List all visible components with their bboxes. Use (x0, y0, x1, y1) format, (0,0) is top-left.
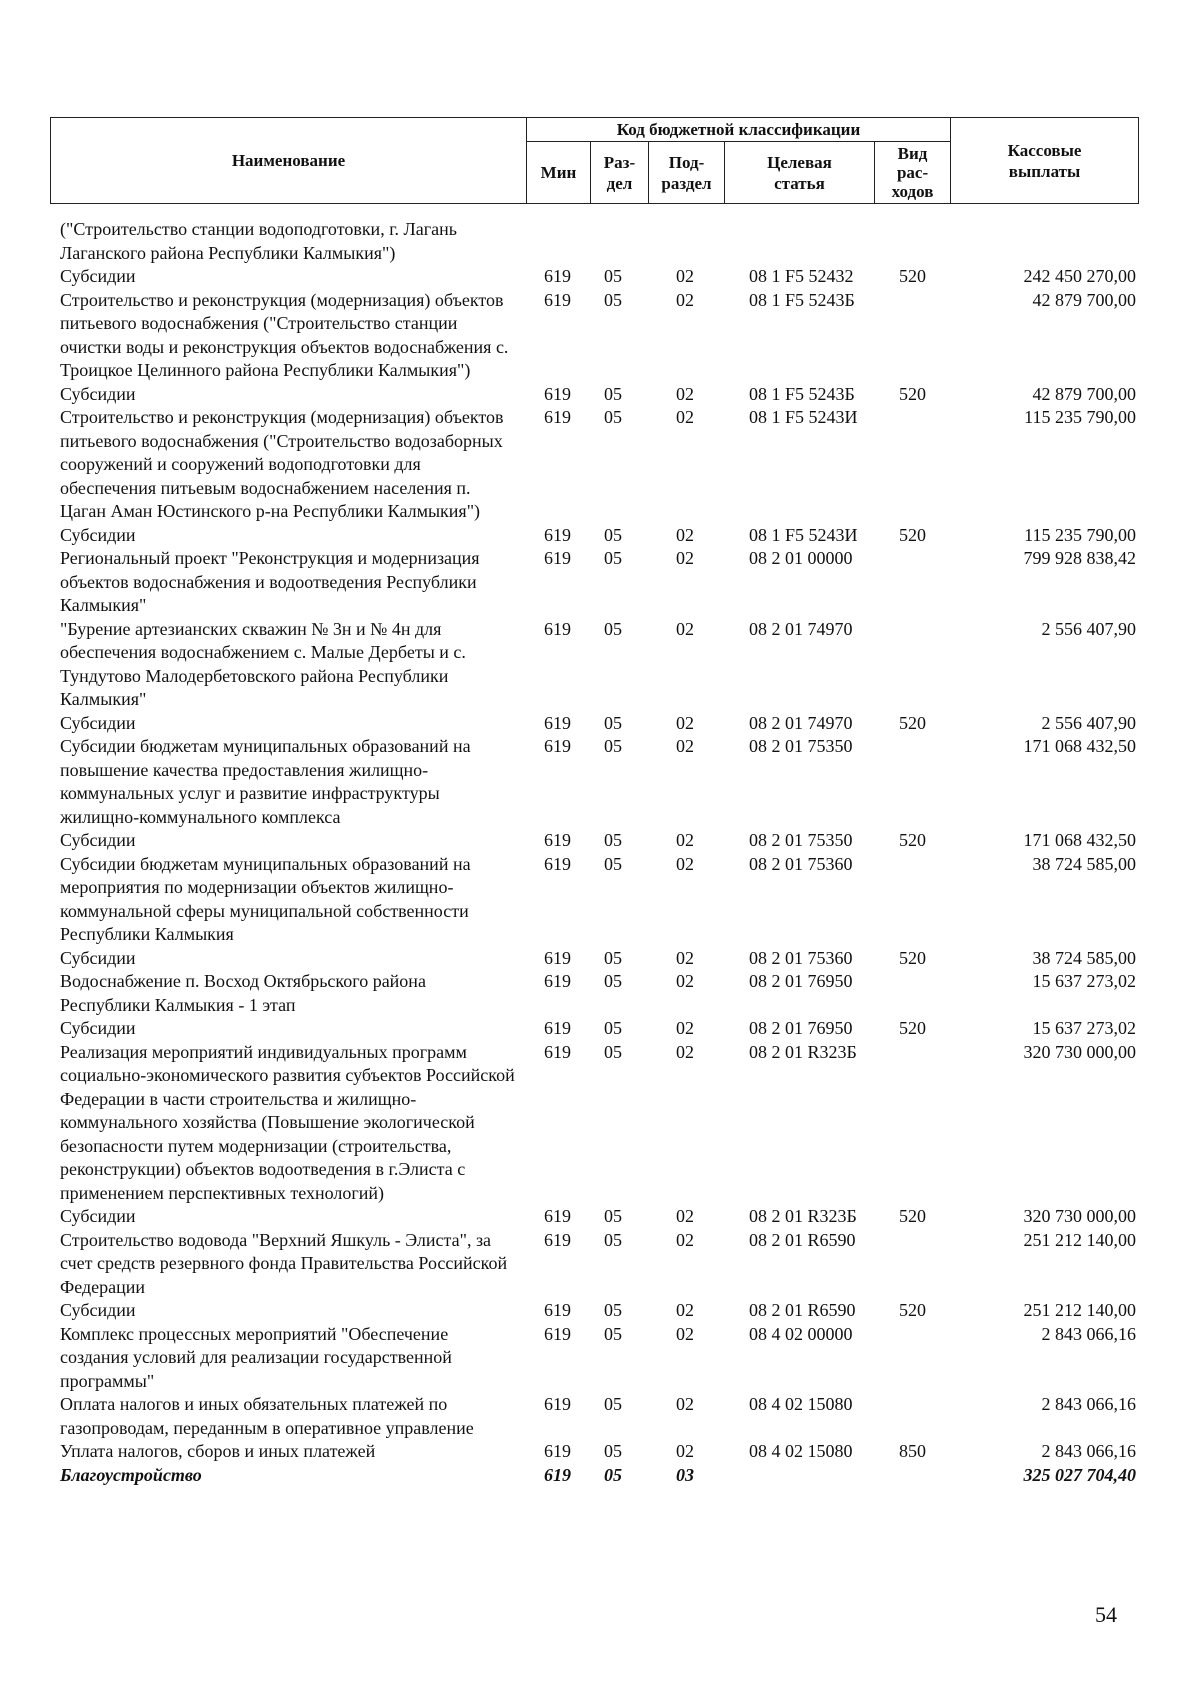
row-name: Строительство и реконструкция (модернизация) объектов питьевого водоснабжения ("Строительство водозаборных сооружений и сооружений водоподготовки для обеспечения питьевым водоснабжением населения п. Цаган Аман Юстинского р-на Республики Калмыкия") (60, 407, 504, 521)
row-razdel: 05 (604, 971, 622, 991)
header-expense-type: Вид рас- ходов (875, 142, 951, 204)
row-razdel: 05 (604, 947, 622, 968)
row-expense-type: 520 (899, 1206, 926, 1226)
table-row (0, 1393, 1200, 1440)
row-name: Субсидии (60, 524, 136, 545)
row-min: 619 (544, 1206, 571, 1226)
row-podrazdel: 02 (676, 289, 694, 310)
row-name: Субсидии (60, 1300, 136, 1320)
row-expense-type: 520 (899, 383, 926, 404)
row-min: 619 (544, 266, 571, 286)
row-name: Субсидии (60, 712, 136, 733)
row-cash-amount: 799 928 838,42 (1023, 548, 1136, 568)
row-min: 619 (544, 1300, 571, 1320)
row-razdel: 05 (604, 1018, 622, 1038)
row-razdel: 05 (604, 1464, 622, 1485)
row-razdel: 05 (604, 618, 622, 639)
row-expense-type: 520 (899, 266, 926, 286)
row-min: 619 (544, 1323, 571, 1344)
table-row (0, 524, 1200, 548)
row-name: Строительство и реконструкция (модернизация) объектов питьевого водоснабжения ("Строительство станции очистки воды и реконструкция объектов водоснабжения с. Троицкое Целинного района Республики Калмыкия") (60, 289, 509, 380)
row-cash-amount: 320 730 000,00 (1023, 1206, 1136, 1226)
table-row (0, 265, 1200, 289)
row-expense-type: 520 (899, 1018, 926, 1038)
row-podrazdel: 02 (676, 712, 694, 733)
row-min: 619 (544, 289, 571, 310)
row-min: 619 (544, 830, 571, 850)
row-razdel: 05 (604, 1041, 622, 1062)
row-name: Благоустройство (60, 1464, 202, 1485)
row-min: 619 (544, 736, 571, 756)
header-name: Наименование (51, 118, 527, 204)
row-razdel: 05 (604, 712, 622, 733)
row-razdel: 05 (604, 548, 622, 568)
row-razdel: 05 (604, 853, 622, 874)
row-cash-amount: 38 724 585,00 (1032, 853, 1136, 874)
row-podrazdel: 02 (676, 1206, 694, 1226)
row-target-article: 08 2 01 76950 (749, 971, 853, 991)
header-min: Мин (527, 142, 591, 204)
row-target-article: 08 1 F5 52432 (749, 266, 854, 286)
row-cash-amount: 2 556 407,90 (1041, 712, 1136, 733)
row-cash-amount: 115 235 790,00 (1024, 407, 1136, 427)
row-target-article: 08 4 02 15080 (749, 1394, 853, 1414)
table-row (0, 383, 1200, 407)
row-min: 619 (544, 1441, 571, 1461)
row-podrazdel: 02 (676, 1441, 694, 1461)
row-target-article: 08 2 01 R323Б (749, 1206, 857, 1226)
row-target-article: 08 2 01 74970 (749, 618, 853, 639)
row-podrazdel: 02 (676, 1018, 694, 1038)
table-row (0, 1323, 1200, 1394)
row-name: ("Строительство станции водоподготовки, г. Лагань Лаганского района Республики Калмыкия") (60, 219, 457, 263)
row-name: Оплата налогов и иных обязательных платежей по газопроводам, переданным в оперативное управление (60, 1394, 474, 1438)
row-target-article: 08 1 F5 5243Б (749, 383, 855, 404)
row-podrazdel: 02 (676, 1300, 694, 1320)
row-razdel: 05 (604, 383, 622, 404)
row-podrazdel: 02 (676, 618, 694, 639)
table-row (0, 1440, 1200, 1464)
row-podrazdel: 02 (676, 1041, 694, 1062)
row-podrazdel: 02 (676, 971, 694, 991)
row-min: 619 (544, 971, 571, 991)
header-target-article: Целевая статья (725, 142, 875, 204)
row-expense-type: 520 (899, 830, 926, 850)
row-min: 619 (544, 712, 571, 733)
row-cash-amount: 2 843 066,16 (1041, 1323, 1136, 1344)
row-target-article: 08 2 01 R6590 (749, 1300, 856, 1320)
table-row-total (0, 1464, 1200, 1488)
row-cash-amount: 171 068 432,50 (1023, 736, 1136, 756)
row-target-article: 08 4 02 00000 (749, 1323, 853, 1344)
row-min: 619 (544, 524, 571, 545)
table-row (0, 218, 1200, 265)
row-target-article: 08 2 01 00000 (749, 548, 853, 568)
row-razdel: 05 (604, 289, 622, 310)
row-min: 619 (544, 618, 571, 639)
row-expense-type: 520 (899, 947, 926, 968)
page-number: 54 (1095, 1602, 1117, 1627)
row-cash-amount: 15 637 273,02 (1032, 971, 1136, 991)
row-razdel: 05 (604, 1323, 622, 1344)
row-target-article: 08 1 F5 5243Б (749, 289, 855, 310)
row-target-article: 08 1 F5 5243И (749, 407, 858, 427)
row-podrazdel: 02 (676, 266, 694, 286)
table-body (0, 218, 1200, 1487)
row-name: Уплата налогов, сборов и иных платежей (60, 1441, 376, 1461)
row-razdel: 05 (604, 1441, 622, 1461)
row-razdel: 05 (604, 1300, 622, 1320)
row-target-article: 08 2 01 75350 (749, 736, 853, 756)
row-cash-amount: 42 879 700,00 (1032, 289, 1136, 310)
row-podrazdel: 02 (676, 407, 694, 427)
row-name: Субсидии бюджетам муниципальных образований на повышение качества предоставления жилищно-коммунальных услуг и развитие инфраструктуры жилищно-коммунального комплекса (60, 736, 471, 827)
row-name: Строительство водовода "Верхний Яшкуль - Элиста", за счет средств резервного фонда Правительства Российской Федерации (60, 1229, 508, 1297)
row-name: Субсидии (60, 383, 136, 404)
header-cash-payments: Кассовые выплаты (951, 118, 1139, 204)
row-target-article: 08 2 01 74970 (749, 712, 853, 733)
row-cash-amount: 251 212 140,00 (1023, 1300, 1136, 1320)
table-row (0, 547, 1200, 618)
row-min: 619 (544, 947, 571, 968)
row-min: 619 (544, 1018, 571, 1038)
row-podrazdel: 02 (676, 830, 694, 850)
table-row (0, 1205, 1200, 1229)
row-expense-type: 520 (899, 1300, 926, 1320)
row-razdel: 05 (604, 830, 622, 850)
row-cash-amount: 2 843 066,16 (1041, 1441, 1136, 1461)
header-razdel: Раз- дел (591, 142, 649, 204)
row-cash-amount: 320 730 000,00 (1023, 1041, 1136, 1062)
row-min: 619 (544, 853, 571, 874)
table-row (0, 289, 1200, 383)
header-podrazdel: Под- раздел (649, 142, 725, 204)
row-name: Субсидии (60, 830, 136, 850)
table-row (0, 406, 1200, 524)
row-name: Водоснабжение п. Восход Октябрьского района Республики Калмыкия - 1 этап (60, 971, 426, 1015)
header-budget-code: Код бюджетной классификации (527, 118, 951, 142)
row-min: 619 (544, 1229, 571, 1250)
row-podrazdel: 02 (676, 947, 694, 968)
row-podrazdel: 02 (676, 524, 694, 545)
row-expense-type: 520 (899, 524, 926, 545)
row-cash-amount: 2 556 407,90 (1041, 618, 1136, 639)
row-target-article: 08 1 F5 5243И (749, 524, 858, 545)
table-row (0, 1017, 1200, 1041)
table-row (0, 829, 1200, 853)
row-razdel: 05 (604, 1206, 622, 1226)
table-row (0, 853, 1200, 947)
row-min: 619 (544, 548, 571, 568)
row-cash-amount: 2 843 066,16 (1041, 1394, 1136, 1414)
table-row (0, 970, 1200, 1017)
row-podrazdel: 02 (676, 1229, 694, 1250)
row-cash-amount: 171 068 432,50 (1023, 830, 1136, 850)
row-razdel: 05 (604, 1394, 622, 1414)
row-min: 619 (544, 407, 571, 427)
row-name: Реализация мероприятий индивидуальных программ социально-экономического развития субъектов Российской Федерации в части строительства и жилищно-коммунального хозяйства (Повышение экологической безопасности путем модернизации (строительства, реконструкции) объектов водоотведения в г.Элиста с применением перспективных технологий) (60, 1041, 515, 1203)
row-cash-amount: 251 212 140,00 (1023, 1229, 1136, 1250)
row-target-article: 08 2 01 76950 (749, 1018, 853, 1038)
row-name: "Бурение артезианских скважин № 3н и № 4н для обеспечения водоснабжением с. Малые Дербеты и с. Тундутово Малодербетовского района Республики Калмыкия" (60, 618, 466, 709)
row-razdel: 05 (604, 266, 622, 286)
row-podrazdel: 02 (676, 1323, 694, 1344)
table-header (50, 117, 1139, 204)
row-podrazdel: 02 (676, 1394, 694, 1414)
row-target-article: 08 4 02 15080 (749, 1441, 853, 1461)
row-name: Субсидии (60, 1018, 136, 1038)
row-podrazdel: 02 (676, 853, 694, 874)
row-target-article: 08 2 01 75360 (749, 853, 853, 874)
row-min: 619 (544, 383, 571, 404)
row-target-article: 08 2 01 75360 (749, 947, 853, 968)
row-cash-amount: 15 637 273,02 (1032, 1018, 1136, 1038)
row-target-article: 08 2 01 R6590 (749, 1229, 856, 1250)
table-row (0, 1229, 1200, 1300)
row-min: 619 (544, 1041, 571, 1062)
row-target-article: 08 2 01 75350 (749, 830, 853, 850)
row-cash-amount: 42 879 700,00 (1032, 383, 1136, 404)
row-razdel: 05 (604, 524, 622, 545)
row-min: 619 (544, 1464, 571, 1485)
row-cash-amount: 242 450 270,00 (1023, 266, 1136, 286)
row-name: Субсидии бюджетам муниципальных образований на мероприятия по модернизации объектов жилищно-коммунальной сферы муниципальной собственности Республики Калмыкия (60, 853, 471, 944)
row-name: Субсидии (60, 266, 136, 286)
table-row (0, 947, 1200, 971)
row-target-article: 08 2 01 R323Б (749, 1041, 857, 1062)
table-row (0, 618, 1200, 712)
table-row (0, 1041, 1200, 1206)
row-name: Комплекс процессных мероприятий "Обеспечение создания условий для реализации государственной программы" (60, 1323, 452, 1391)
row-podrazdel: 02 (676, 548, 694, 568)
row-podrazdel: 03 (676, 1464, 694, 1485)
row-name: Региональный проект "Реконструкция и модернизация объектов водоснабжения и водоотведения Республики Калмыкия" (60, 548, 480, 615)
row-podrazdel: 02 (676, 736, 694, 756)
row-podrazdel: 02 (676, 383, 694, 404)
table-row (0, 712, 1200, 736)
table-row (0, 735, 1200, 829)
row-name: Субсидии (60, 947, 136, 968)
row-expense-type: 520 (899, 712, 926, 733)
row-razdel: 05 (604, 1229, 622, 1250)
row-cash-amount: 115 235 790,00 (1024, 524, 1136, 545)
row-razdel: 05 (604, 736, 622, 756)
row-expense-type: 850 (899, 1441, 926, 1461)
row-cash-amount: 38 724 585,00 (1032, 947, 1136, 968)
row-cash-amount: 325 027 704,40 (1023, 1464, 1136, 1485)
row-razdel: 05 (604, 407, 622, 427)
table-row (0, 1299, 1200, 1323)
row-min: 619 (544, 1394, 571, 1414)
row-name: Субсидии (60, 1206, 136, 1226)
